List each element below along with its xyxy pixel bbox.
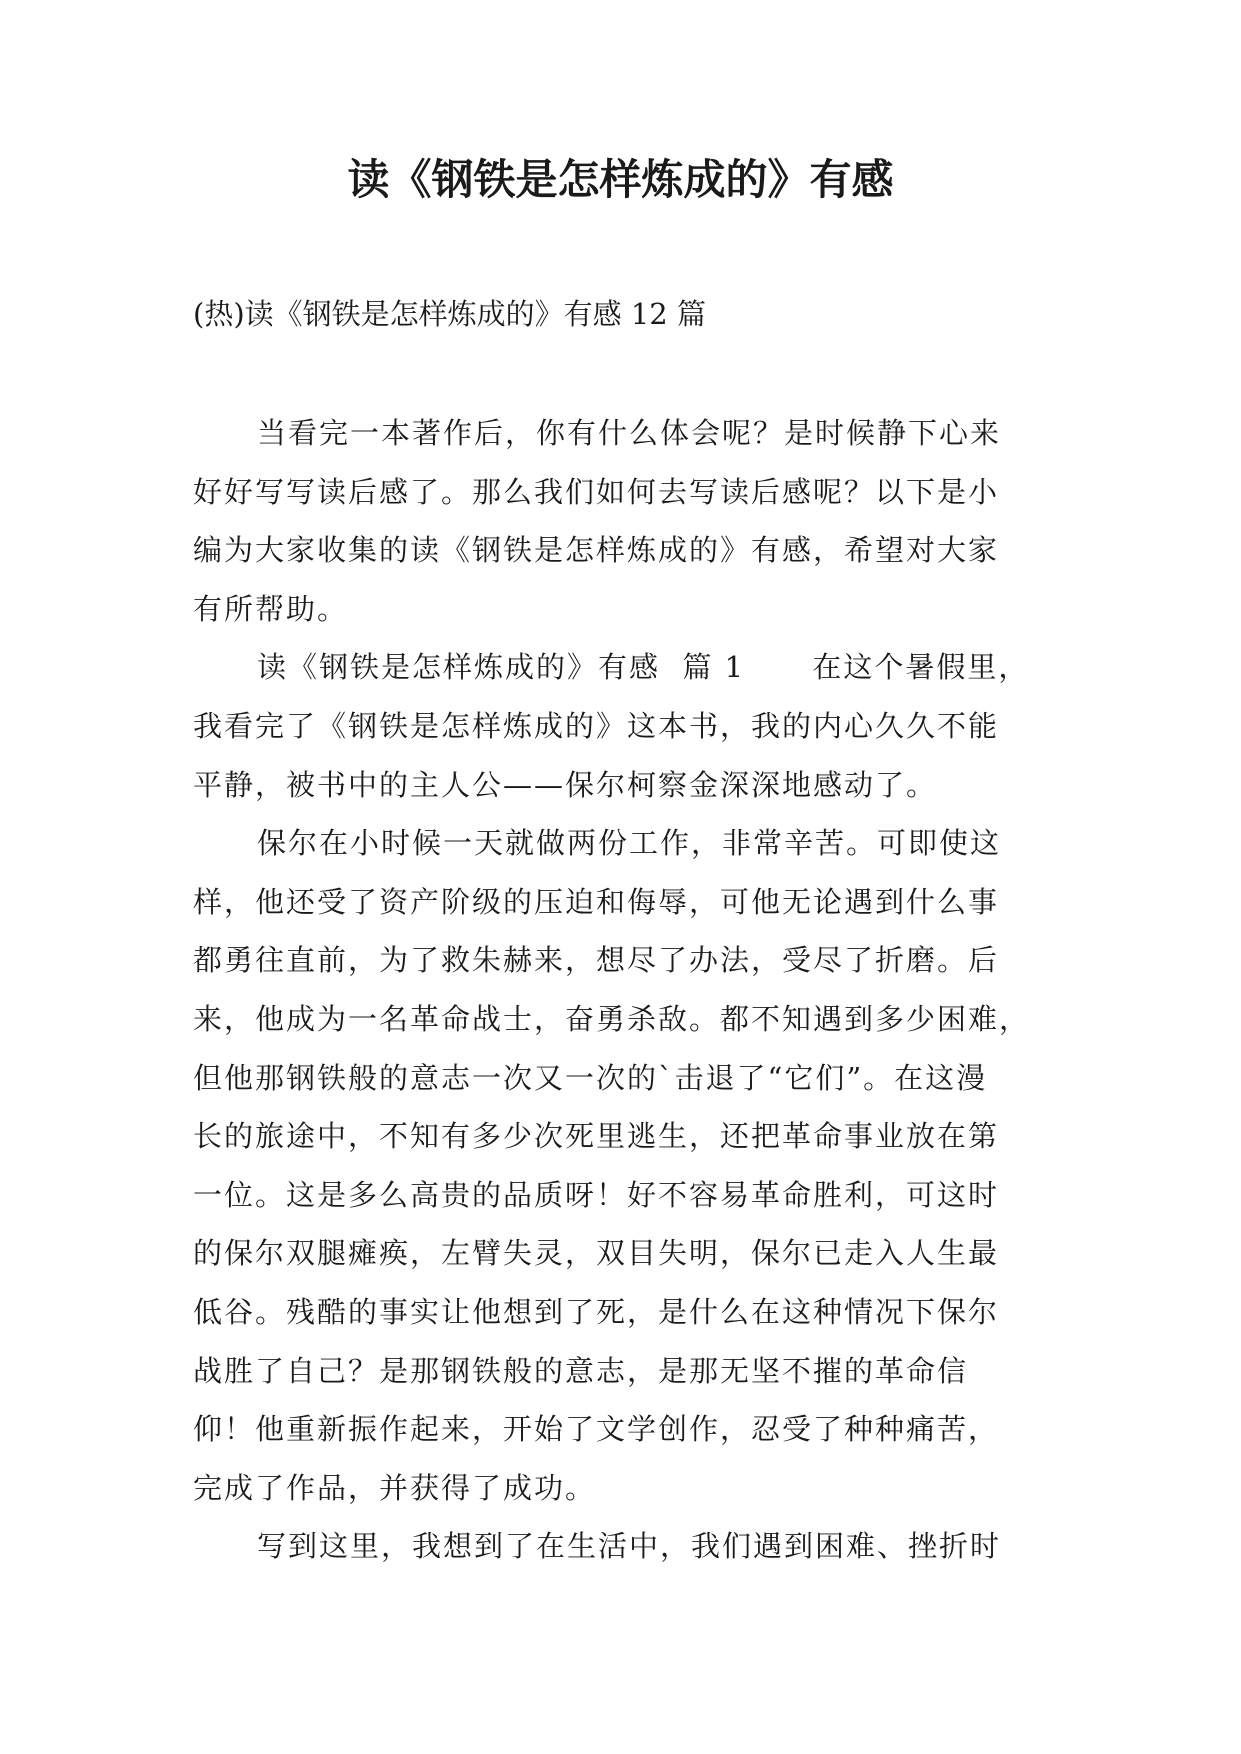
paragraph-intro: [193, 404, 1063, 638]
document-body: [193, 404, 1063, 1576]
text-line: 仰！他重新振作起来，开始了文学创作，忍受了种种痛苦，: [193, 1412, 1000, 1447]
text-line: 低谷。残酷的事实让他想到了死，是什么在这种情况下保尔: [193, 1294, 1000, 1329]
text-line: 好好写写读后感了。那么我们如何去写读后感呢？以下是小: [193, 474, 1000, 509]
text-line: 样，他还受了资产阶级的压迫和侮辱，可他无论遇到什么事: [193, 884, 1000, 919]
text-line: 写到这里，我想到了在生活中，我们遇到困难、挫折时: [257, 1529, 1002, 1564]
text-line: 编为大家收集的读《钢铁是怎样炼成的》有感，希望对大家: [193, 533, 1000, 568]
paragraph-essay-1-opening: [193, 638, 1063, 814]
text-line: 保尔在小时候一天就做两份工作，非常辛苦。可即使这: [257, 826, 1002, 861]
text-line: 但他那钢铁般的意志一次又一次的`击退了“它们”。在这漫: [193, 1060, 988, 1095]
text-line: 战胜了自己？是那钢铁般的意志，是那无坚不摧的革命信: [193, 1353, 969, 1388]
text-line: 长的旅途中，不知有多少次死里逃生，还把革命事业放在第: [193, 1119, 1000, 1154]
text-line: 都勇往直前，为了救朱赫来，想尽了办法，受尽了折磨。后: [193, 943, 1000, 978]
paragraph-essay-1-body: [193, 814, 1063, 1517]
text-line: 当看完一本著作后，你有什么体会呢？是时候静下心来: [257, 416, 1002, 450]
document-subtitle: (热)读《钢铁是怎样炼成的》有感 12 篇: [193, 297, 706, 331]
text-line: 读《钢铁是怎样炼成的》有感 篇 1 在这个暑假里，: [257, 650, 1030, 685]
text-line: 完成了作品，并获得了成功。: [193, 1470, 597, 1505]
text-line: 有所帮助。: [193, 591, 349, 626]
text-line: 平静，被书中的主人公——保尔柯察金深深地感动了。: [193, 767, 938, 802]
text-line: 来，他成为一名革命战士，奋勇杀敌。都不知遇到多少困难，: [193, 1001, 1031, 1036]
paragraph-essay-1-reflection: [193, 1517, 1063, 1576]
text-line: 我看完了《钢铁是怎样炼成的》这本书，我的内心久久不能: [193, 708, 1000, 743]
document-title: 读《钢铁是怎样炼成的》有感: [347, 155, 894, 204]
text-line: 一位。这是多么高贵的品质呀！好不容易革命胜利，可这时: [193, 1177, 1000, 1212]
text-line: 的保尔双腿瘫痪，左臂失灵，双目失明，保尔已走入人生最: [193, 1236, 1000, 1271]
